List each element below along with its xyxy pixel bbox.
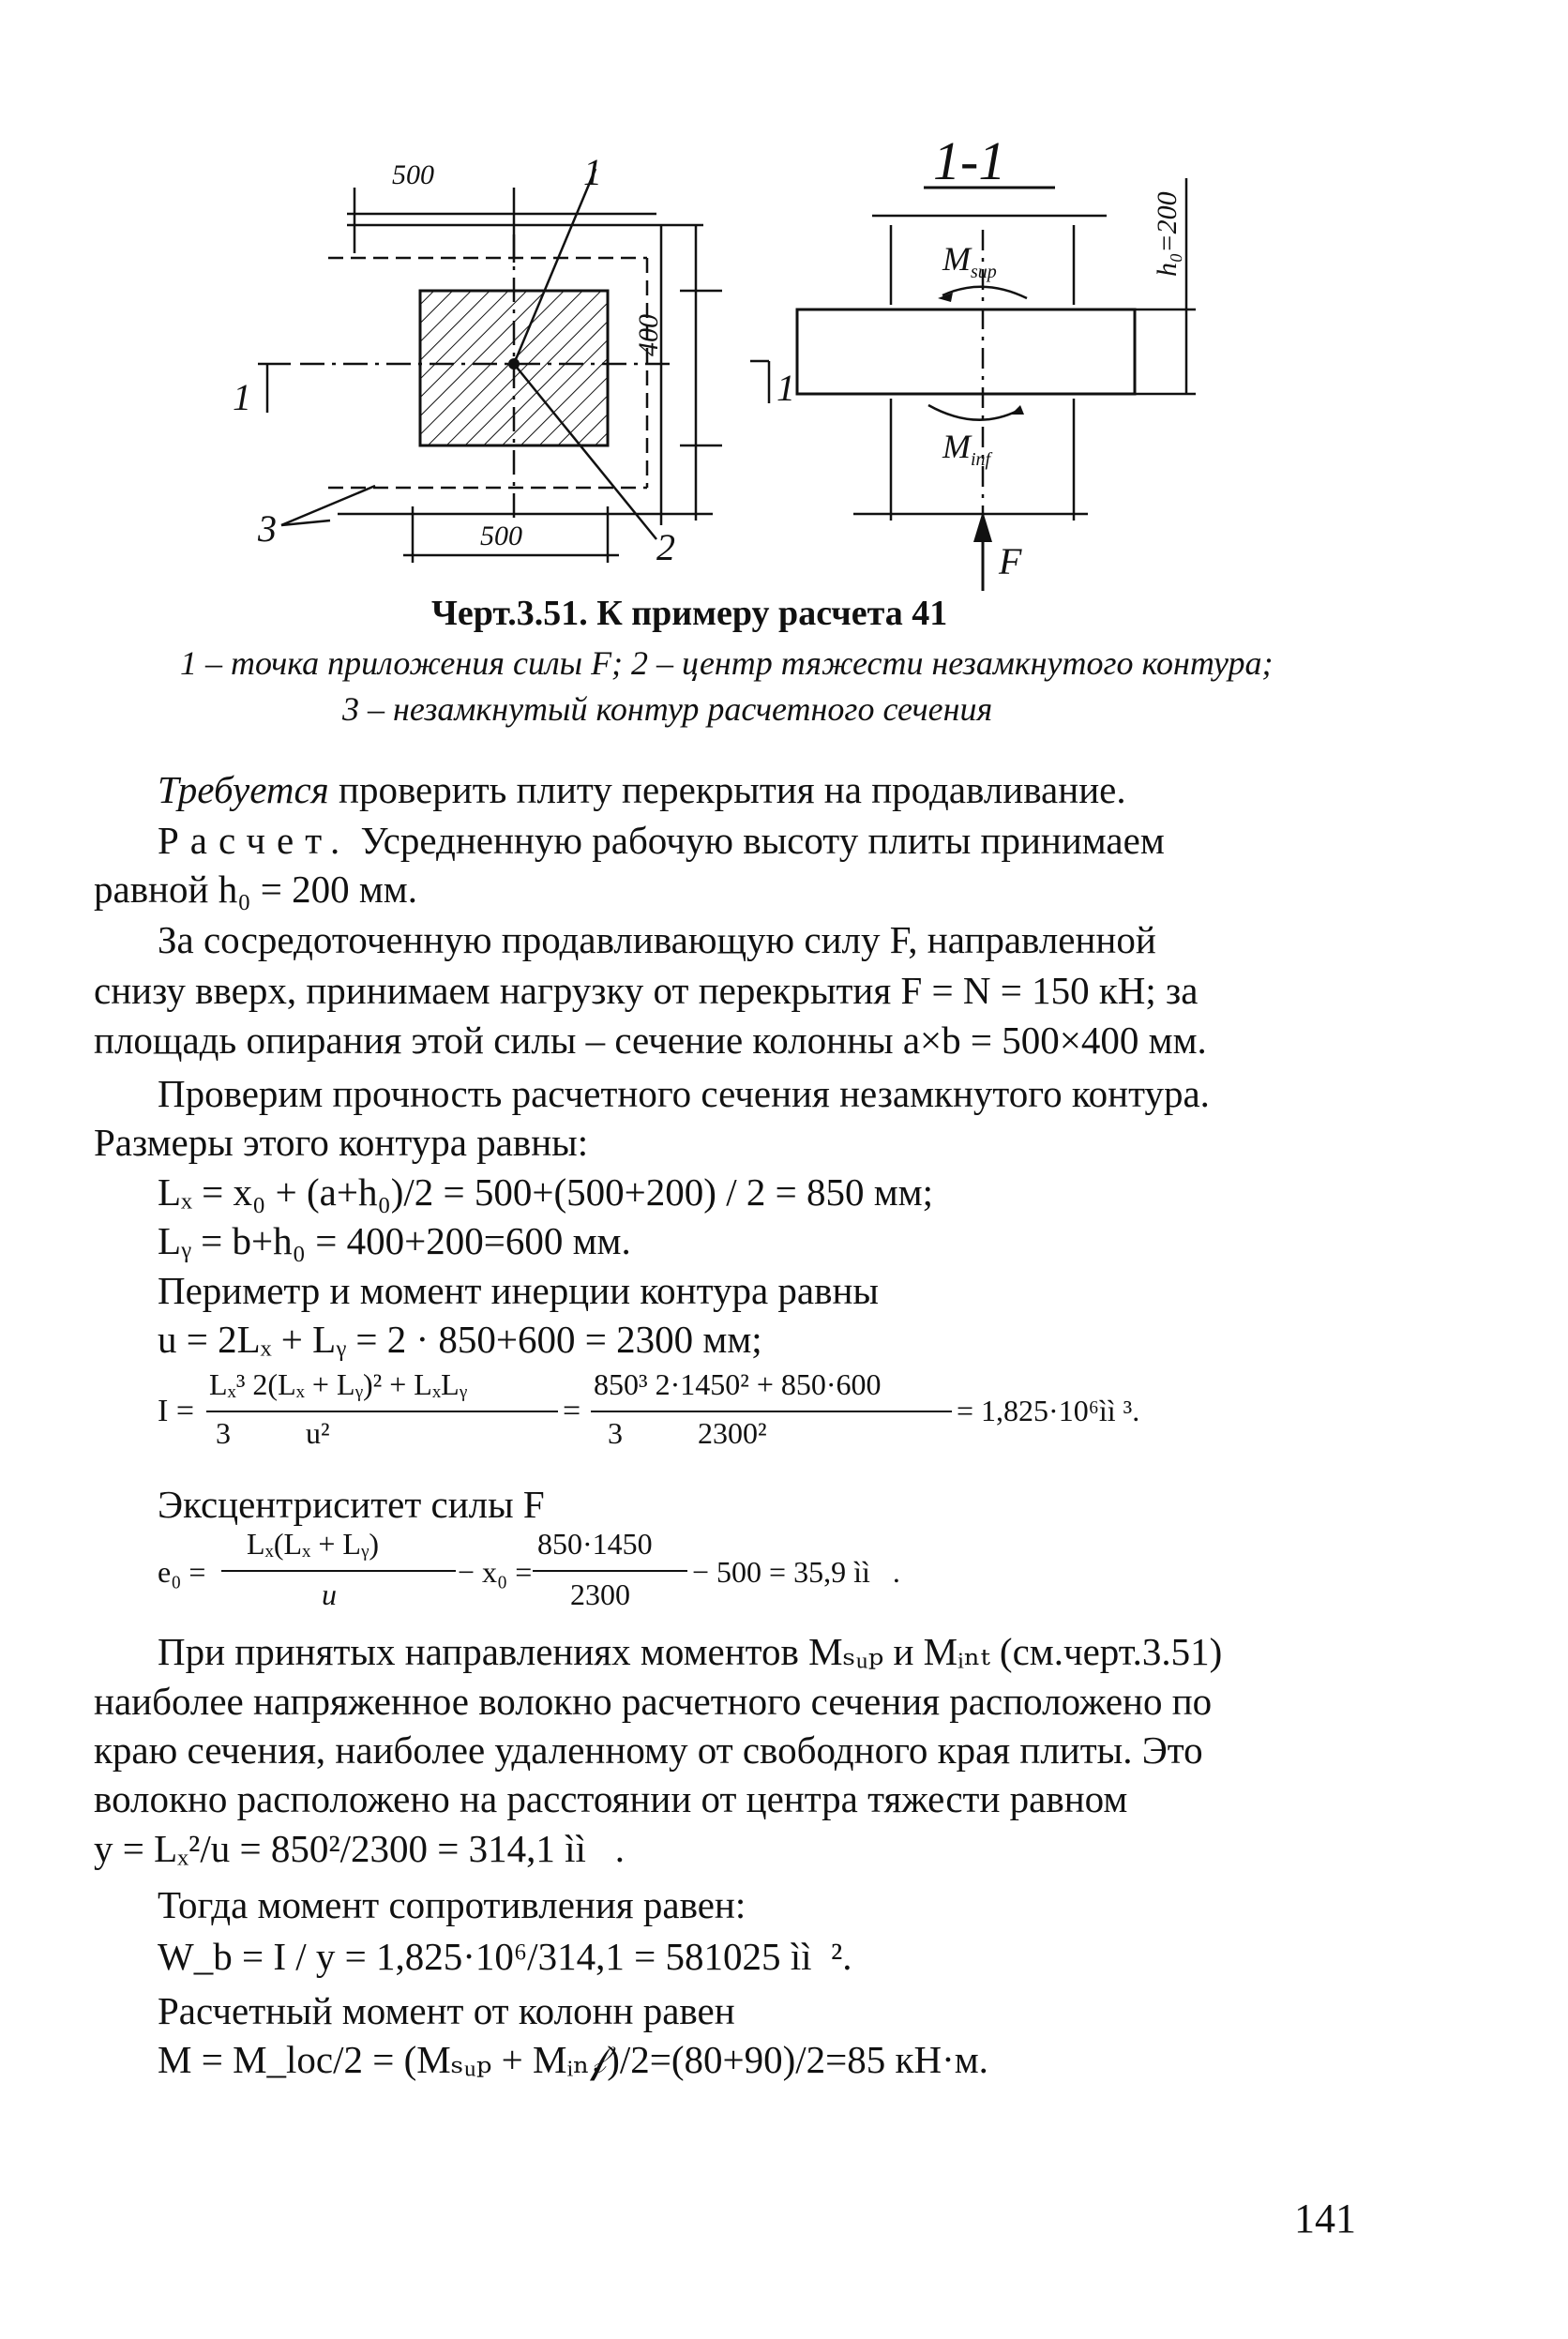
paragraph-calc-line-1 [158, 816, 1358, 865]
inertia-num-2: 850³ 2·1450² + 850·600 [594, 1367, 882, 1401]
paragraph-perimeter: Периметр и момент инерции контура равны [158, 1269, 879, 1312]
figure-caption-line-1: 1 – точка приложения силы F; 2 – центр тяжести незамкнутого контура; [180, 644, 1274, 682]
equation-y: y = Lₓ²/u = 850²/2300 = 314,1 ìì . [94, 1827, 625, 1870]
paragraph-force-line-1: За сосредоточенную продавливающую силу F, направленной [158, 918, 1156, 961]
dim-right-label: 400 [633, 314, 664, 356]
callout-1-label: 1 [583, 151, 602, 193]
force-label: F [999, 540, 1022, 582]
paragraph-moments-line-4: волокно расположено на расстоянии от центра тяжести равном [94, 1777, 1128, 1820]
moment-inf-subscript: inf [971, 449, 991, 471]
paragraph-design-moment: Расчетный момент от колонн равен [158, 1989, 735, 2032]
inertia-fraction-bar-1 [206, 1411, 558, 1412]
inertia-num-1: Lₓ³ 2(Lₓ + Lᵧ)² + LₓLᵧ [209, 1367, 468, 1401]
calc-heading: Расчет. [158, 819, 352, 862]
inertia-equals: = [563, 1394, 581, 1428]
ecc-den-1: u [322, 1577, 337, 1611]
section-title-label: 1-1 [933, 130, 1006, 191]
task-text: проверить плиту перекрытия на продавливание. [328, 768, 1126, 811]
dim-top-label: 500 [392, 159, 434, 190]
inertia-lhs: I = [158, 1394, 194, 1428]
paragraph-check-line-1: Проверим прочность расчетного сечения незамкнутого контура. [158, 1072, 1210, 1115]
equation-lx: Lₓ = x₀ + (a+h₀)/2 = 500+(500+200) / 2 = 850 мм; [158, 1170, 934, 1214]
moment-sup-symbol: M [942, 240, 971, 278]
inertia-result: = 1,825·10⁶ìì ³. [957, 1394, 1140, 1427]
figure-drawing [0, 0, 1568, 600]
callout-3-label: 3 [258, 507, 277, 550]
plan-view [258, 169, 722, 563]
ecc-lhs: e₀ = [158, 1555, 206, 1589]
callout-2-label: 2 [656, 526, 675, 568]
page-number: 141 [1294, 2196, 1356, 2241]
paragraph-calc-line-2: равной h₀ = 200 мм. [94, 868, 417, 911]
moment-inf-label [942, 427, 990, 471]
section-marker-left-label: 1 [233, 376, 251, 418]
moment-sup-subscript: sup [971, 262, 997, 283]
figure-caption-line-2: 3 – незамкнутый контур расчетного сечения [342, 690, 993, 728]
inertia-fraction-bar-2 [591, 1411, 952, 1412]
dim-h0-label: h₀=200 [1152, 191, 1183, 277]
moment-sup-label [942, 239, 997, 283]
paragraph-task [158, 765, 1126, 814]
equation-wb: W_b = I / y = 1,825·10⁶/314,1 = 581025 ìì ². [158, 1935, 852, 1978]
ecc-mid: − x₀ = [458, 1555, 533, 1589]
paragraph-moments-line-1: При принятых направлениях моментов Mₛᵤₚ и Mᵢₙₜ (см.черт.3.51) [158, 1630, 1223, 1673]
paragraph-check-line-2: Размеры этого контура равны: [94, 1121, 589, 1164]
ecc-fraction-bar-2 [533, 1570, 687, 1572]
section-marker-right-label: 1 [776, 367, 795, 409]
equation-u: u = 2Lₓ + Lᵧ = 2 · 850+600 = 2300 мм; [158, 1318, 762, 1361]
figure-caption-title: Черт.3.51. К примеру расчета 41 [431, 594, 948, 633]
section-view [750, 178, 1196, 525]
paragraph-force-line-2: снизу вверх, принимаем нагрузку от перекрытия F = N = 150 кН; за [94, 969, 1199, 1012]
inertia-den-1: 3 u² [216, 1416, 330, 1450]
dim-bottom-label: 500 [480, 521, 522, 551]
paragraph-eccentricity: Эксцентриситет силы F [158, 1483, 545, 1526]
equation-ly: Lᵧ = b+h₀ = 400+200=600 мм. [158, 1219, 631, 1262]
paragraph-force-line-3: площадь опирания этой силы – сечение колонны a×b = 500×400 мм. [94, 1019, 1207, 1062]
equation-inertia [158, 1367, 1264, 1480]
paragraph-moments-line-3: краю сечения, наиболее удаленному от свободного края плиты. Это [94, 1728, 1203, 1772]
ecc-num-2: 850·1450 [537, 1527, 653, 1561]
ecc-result: − 500 = 35,9 ìì . [692, 1555, 900, 1589]
inertia-den-2: 3 2300² [608, 1416, 767, 1450]
ecc-fraction-bar-1 [221, 1570, 456, 1572]
paragraph-section-modulus: Тогда момент сопротивления равен: [158, 1883, 746, 1926]
equation-m: M = M_loc/2 = (Mₛᵤₚ + Mᵢₙ𝒻)/2=(80+90)/2=85 кН·м. [158, 2038, 988, 2081]
paragraph-moments-line-2: наиболее напряженное волокно расчетного сечения расположено по [94, 1680, 1213, 1723]
equation-eccentricity [158, 1527, 1189, 1630]
task-lead-word: Требуется [158, 768, 329, 811]
moment-inf-symbol: M [942, 428, 971, 465]
ecc-num-1: Lₓ(Lₓ + Lᵧ) [247, 1527, 380, 1561]
ecc-den-2: 2300 [570, 1577, 630, 1611]
calc-text: Усредненную рабочую высоту плиты принимаем [351, 819, 1165, 862]
